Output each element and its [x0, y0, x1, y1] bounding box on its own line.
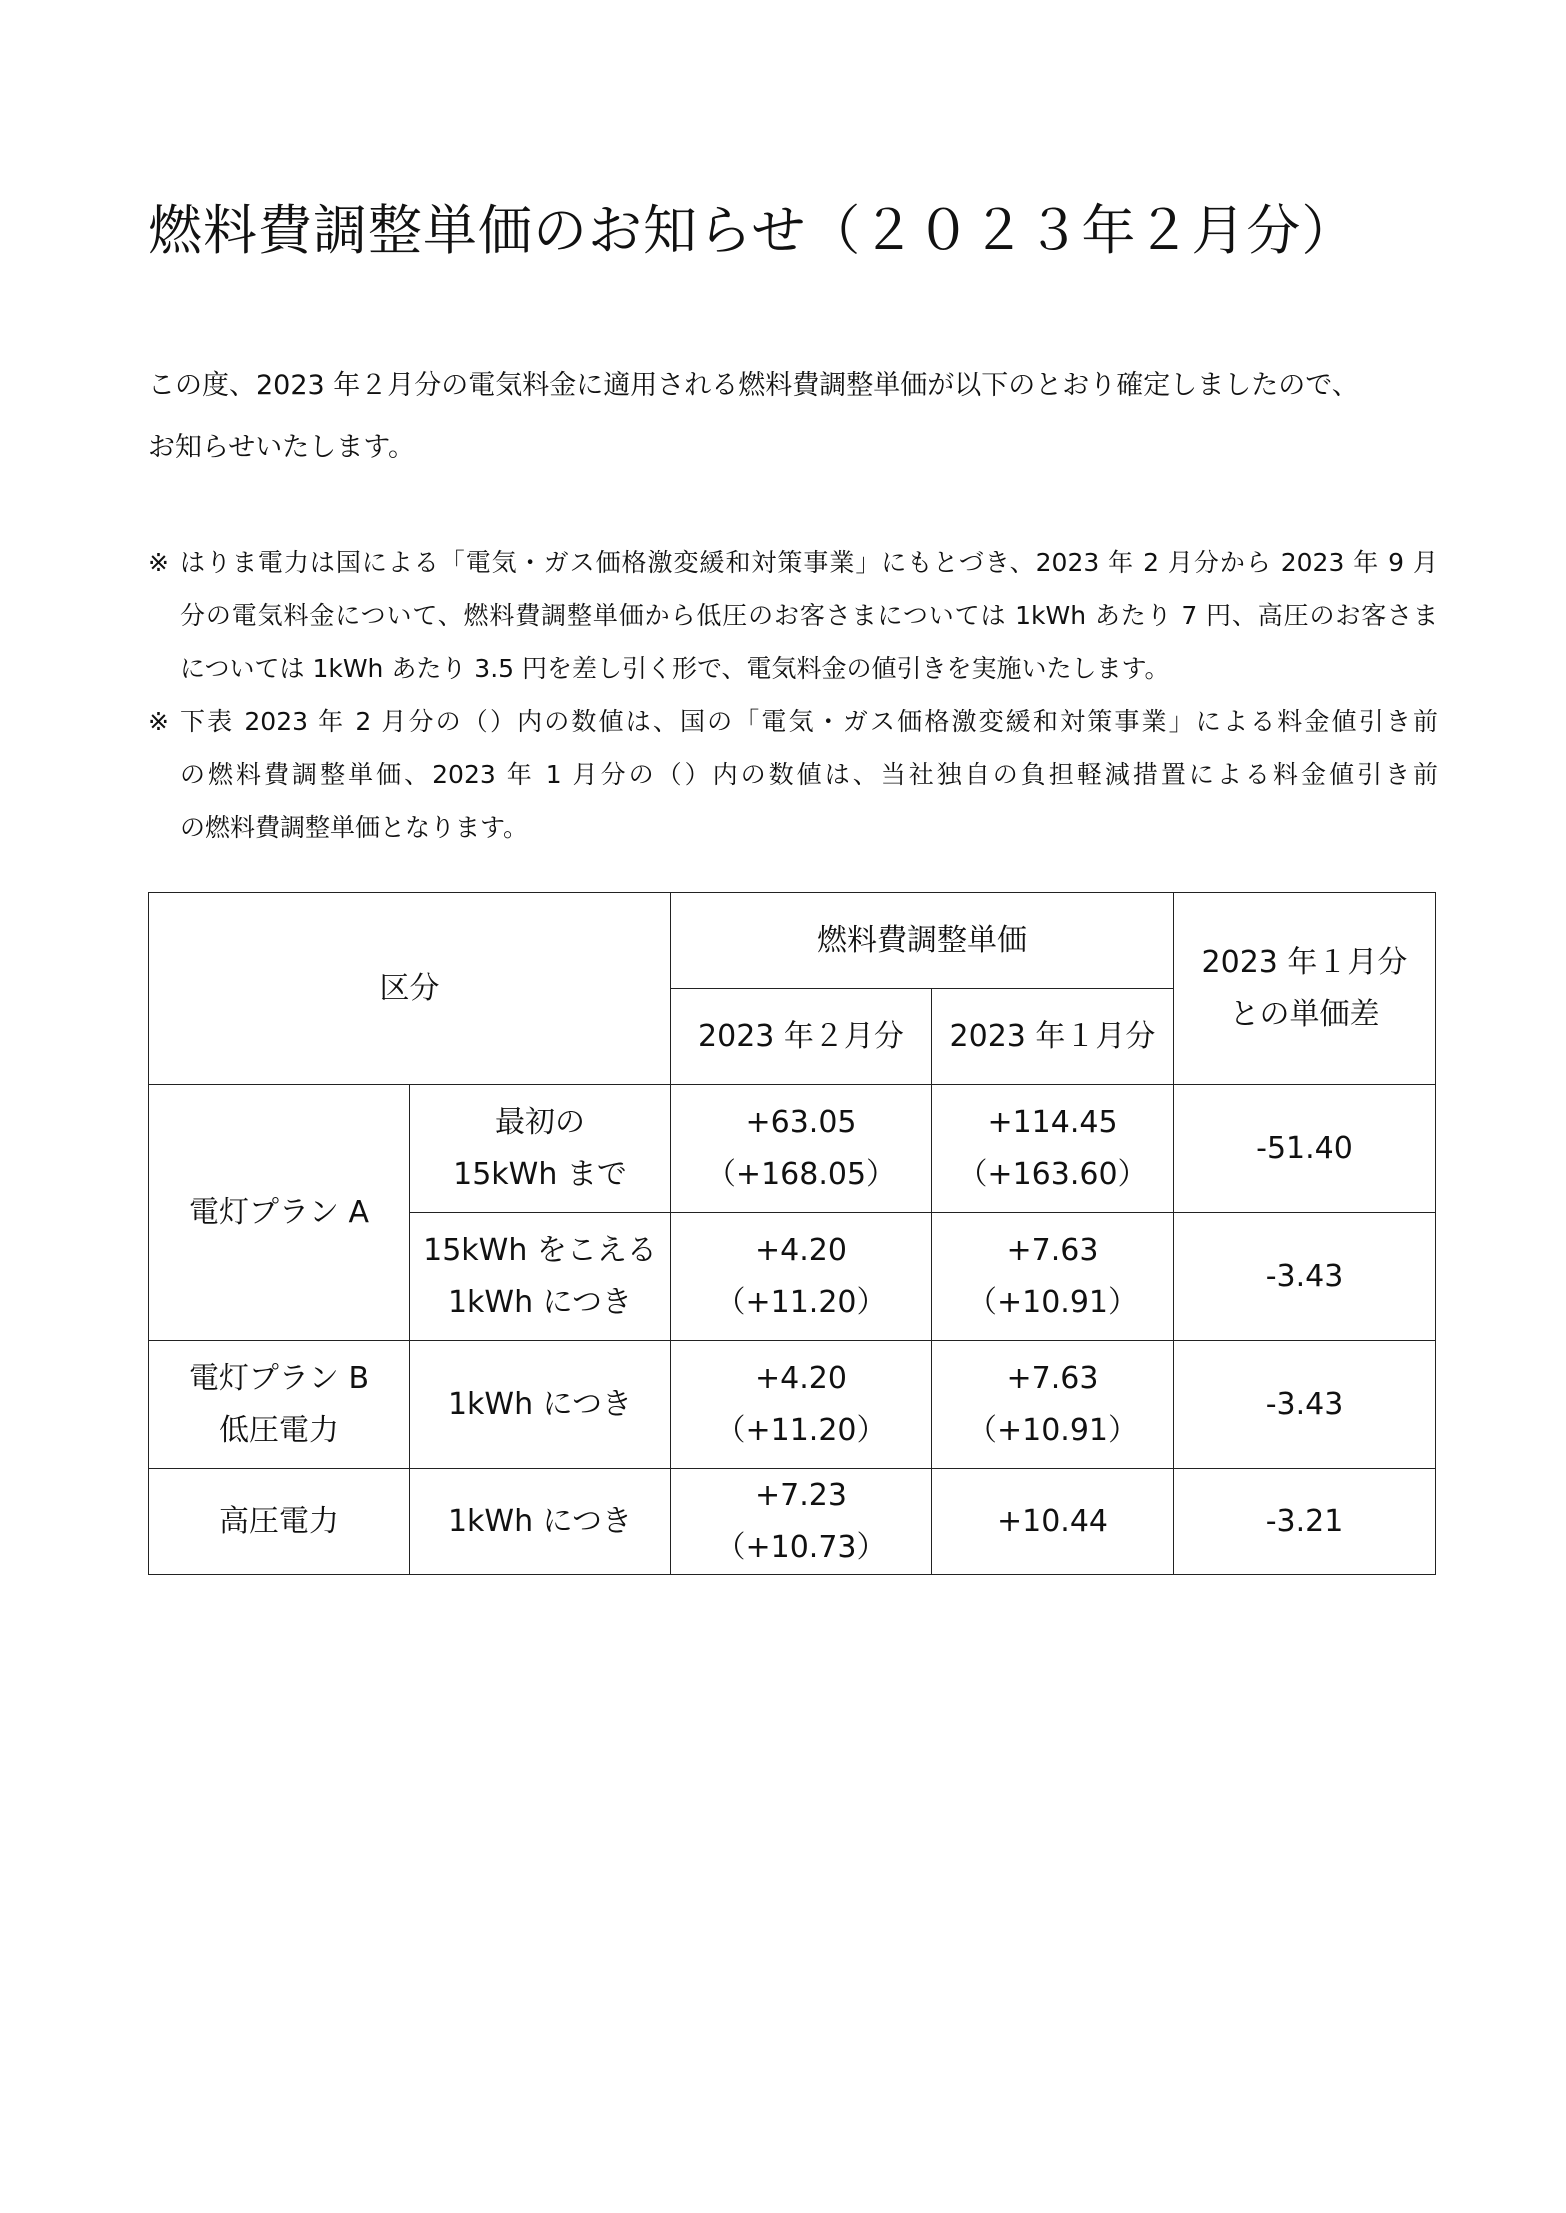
- cell-line: 低圧電力: [219, 1412, 339, 1448]
- notes-section: [148, 536, 1438, 854]
- header-jan: 2023 年１月分: [932, 989, 1174, 1085]
- feb-value-cell: [671, 1213, 932, 1341]
- note-line: については 1kWh あたり 3.5 円を差し引く形で、電気料金の値引きを実施いたします。: [180, 654, 1170, 683]
- page-title: 燃料費調整単価のお知らせ（２０２３年２月分）: [148, 199, 1357, 262]
- value-sub: （+168.05）: [705, 1156, 897, 1192]
- sub-category-cell: [410, 1085, 671, 1213]
- note-table-values: [148, 695, 1438, 854]
- table-row: [149, 1085, 1436, 1213]
- cell-line: 最初の: [495, 1104, 585, 1140]
- note-discount: [148, 536, 1438, 695]
- sub-category-cell: [410, 1213, 671, 1341]
- jan-value-cell: [932, 1341, 1174, 1469]
- intro-line: この度、2023 年２月分の電気料金に適用される燃料費調整単価が以下のとおり確定しましたので、: [148, 370, 1359, 401]
- header-diff-line: との単価差: [1229, 996, 1380, 1032]
- feb-value-cell: [671, 1341, 932, 1469]
- value-main: +63.05: [745, 1104, 857, 1140]
- cell-line: 15kWh をこえる: [423, 1232, 657, 1268]
- diff-cell: -3.43: [1174, 1341, 1436, 1469]
- diff-cell: -3.43: [1174, 1213, 1436, 1341]
- value-main: +114.45: [987, 1104, 1118, 1140]
- note-line: 分の電気料金について、燃料費調整単価から低圧のお客さまについては 1kWh あたり 7 円、高圧のお客さま: [180, 601, 1438, 630]
- value-main: +4.20: [755, 1360, 847, 1396]
- note-mark: ※: [148, 707, 169, 736]
- note-mark: ※: [148, 548, 169, 577]
- value-main: +7.23: [755, 1477, 847, 1513]
- feb-value-cell: [671, 1085, 932, 1213]
- value-main: +7.63: [1006, 1360, 1099, 1396]
- value-sub: （+10.73）: [715, 1529, 887, 1565]
- value-sub: （+11.20）: [715, 1284, 887, 1320]
- table-row: [149, 1341, 1436, 1469]
- plan-cell: 電灯プラン A: [149, 1085, 410, 1341]
- value-sub: （+10.91）: [966, 1412, 1139, 1448]
- jan-value-cell: [932, 1213, 1174, 1341]
- jan-value-cell: +10.44: [932, 1469, 1174, 1575]
- value-sub: （+11.20）: [715, 1412, 887, 1448]
- sub-category-cell: 1kWh につき: [410, 1469, 671, 1575]
- intro-paragraph: [148, 355, 1438, 479]
- note-line: の燃料費調整単価、2023 年 1 月分の（）内の数値は、当社独自の負担軽減措置による料金値引き前: [180, 760, 1438, 789]
- fuel-cost-table: [148, 892, 1436, 1575]
- value-sub: （+163.60）: [957, 1156, 1148, 1192]
- header-diff-line: 2023 年１月分: [1201, 944, 1408, 980]
- cell-line: 15kWh まで: [453, 1156, 627, 1192]
- header-diff: [1174, 893, 1436, 1085]
- note-line: の燃料費調整単価となります。: [180, 813, 529, 842]
- cell-line: 1kWh につき: [447, 1284, 633, 1320]
- intro-line: お知らせいたします。: [148, 432, 416, 463]
- value-main: +4.20: [755, 1232, 847, 1268]
- diff-cell: -51.40: [1174, 1085, 1436, 1213]
- diff-cell: -3.21: [1174, 1469, 1436, 1575]
- sub-category-cell: 1kWh につき: [410, 1341, 671, 1469]
- jan-value-cell: [932, 1085, 1174, 1213]
- plan-cell: 高圧電力: [149, 1469, 410, 1575]
- value-sub: （+10.91）: [966, 1284, 1139, 1320]
- feb-value-cell: [671, 1469, 932, 1575]
- cell-line: 電灯プラン B: [188, 1360, 370, 1396]
- plan-cell: [149, 1341, 410, 1469]
- table-header-row: [149, 893, 1436, 989]
- note-line: 下表 2023 年 2 月分の（）内の数値は、国の「電気・ガス価格激変緩和対策事業」による料金値引き前: [180, 707, 1438, 736]
- note-line: はりま電力は国による「電気・ガス価格激変緩和対策事業」にもとづき、2023 年 2 月分から 2023 年 9 月: [180, 548, 1438, 577]
- value-main: +7.63: [1006, 1232, 1099, 1268]
- table-row: [149, 1469, 1436, 1575]
- header-category: 区分: [149, 893, 671, 1085]
- header-unit-price: 燃料費調整単価: [671, 893, 1174, 989]
- header-feb: 2023 年２月分: [671, 989, 932, 1085]
